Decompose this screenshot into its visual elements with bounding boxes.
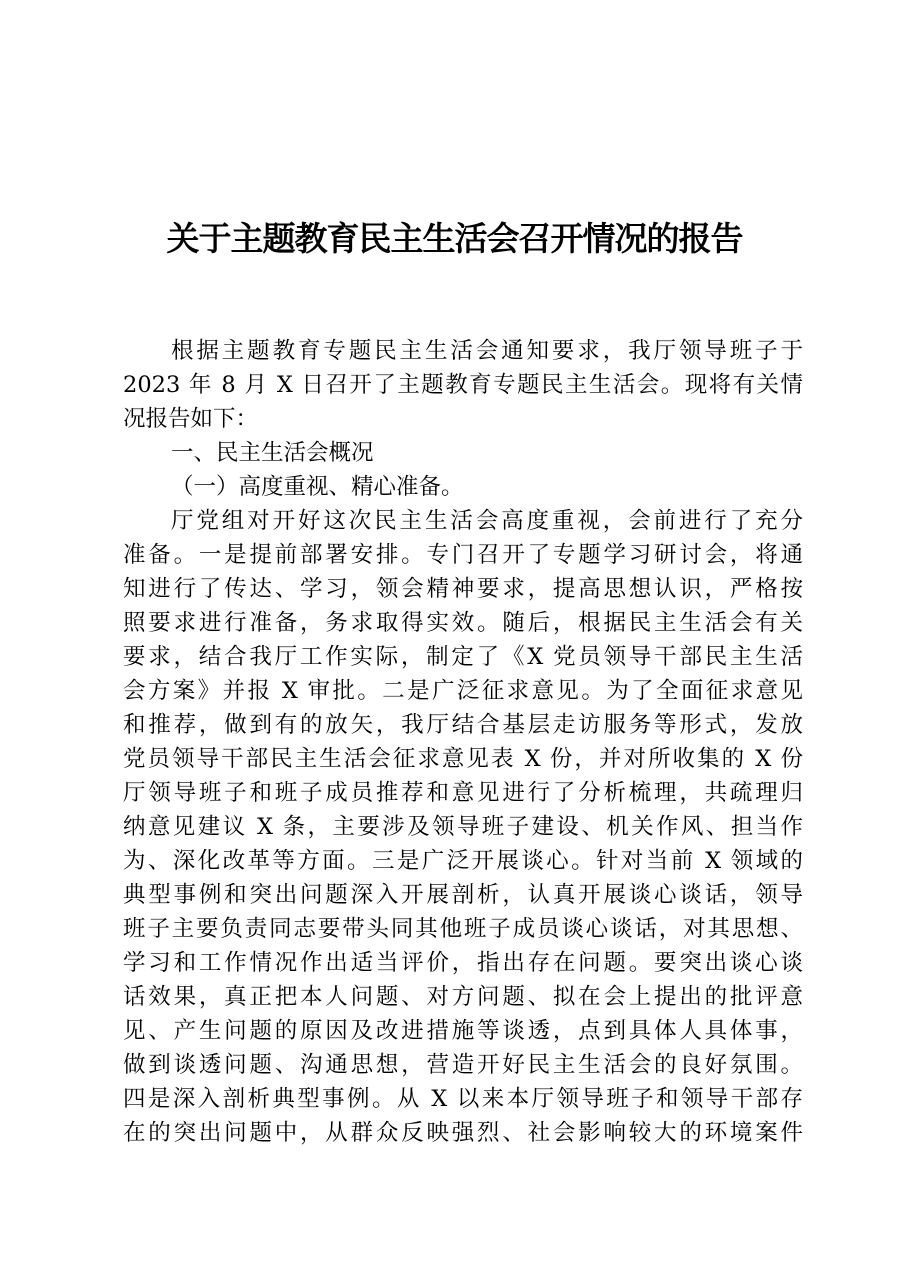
paragraph-line: 做到谈透问题、沟通思想，营造开好民主生活会的良好氛围。 — [123, 1052, 803, 1078]
paragraph-line: 准备。一是提前部署安排。专门召开了专题学习研讨会，将通 — [123, 542, 803, 568]
paragraph-line: 在的突出问题中，从群众反映强烈、社会影响较大的环境案件 — [123, 1120, 803, 1146]
paragraph-line: 厅党组对开好这次民主生活会高度重视，会前进行了充分 — [171, 508, 803, 534]
paragraph-line: 为、深化改革等方面。三是广泛开展谈心。针对当前 X 领域的 — [123, 848, 803, 874]
paragraph-line: 话效果，真正把本人问题、对方问题、拟在会上提出的批评意 — [123, 984, 803, 1010]
paragraph-line: 要求，结合我厅工作实际，制定了《X 党员领导干部民主生活 — [123, 644, 803, 670]
paragraph-line: 根据主题教育专题民主生活会通知要求，我厅领导班子于 — [171, 338, 803, 364]
paragraph-line: 和推荐，做到有的放矢，我厅结合基层走访服务等形式，发放 — [123, 712, 803, 738]
paragraph-line: 纳意见建议 X 条，主要涉及领导班子建设、机关作风、担当作 — [123, 814, 803, 840]
paragraph-line: 照要求进行准备，务求取得实效。随后，根据民主生活会有关 — [123, 610, 803, 636]
document-title: 关于主题教育民主生活会召开情况的报告 — [166, 219, 743, 258]
paragraph-line: 况报告如下： — [123, 406, 259, 432]
paragraph-line: 知进行了传达、学习，领会精神要求，提高思想认识，严格按 — [123, 576, 803, 602]
section-heading: 一、民主生活会概况 — [171, 440, 374, 466]
paragraph-line: 四是深入剖析典型事例。从 X 以来本厅领导班子和领导干部存 — [123, 1086, 803, 1112]
paragraph-line: 会方案》并报 X 审批。二是广泛征求意见。为了全面征求意见 — [123, 678, 803, 704]
paragraph-line: 典型事例和突出问题深入开展剖析，认真开展谈心谈话，领导 — [123, 882, 803, 908]
paragraph-line: 2023 年 8 月 X 日召开了主题教育专题民主生活会。现将有关情 — [123, 372, 803, 398]
subsection-heading: （一）高度重视、精心准备。 — [171, 474, 464, 500]
paragraph-line: 党员领导干部民主生活会征求意见表 X 份，并对所收集的 X 份 — [123, 746, 803, 772]
document-body — [123, 334, 803, 1150]
paragraph-line: 班子主要负责同志要带头同其他班子成员谈心谈话，对其思想、 — [123, 916, 803, 942]
paragraph-line: 厅领导班子和班子成员推荐和意见进行了分析梳理，共疏理归 — [123, 780, 803, 806]
paragraph-line: 见、产生问题的原因及改进措施等谈透，点到具体人具体事， — [123, 1018, 803, 1044]
paragraph-line: 学习和工作情况作出适当评价，指出存在问题。要突出谈心谈 — [123, 950, 803, 976]
